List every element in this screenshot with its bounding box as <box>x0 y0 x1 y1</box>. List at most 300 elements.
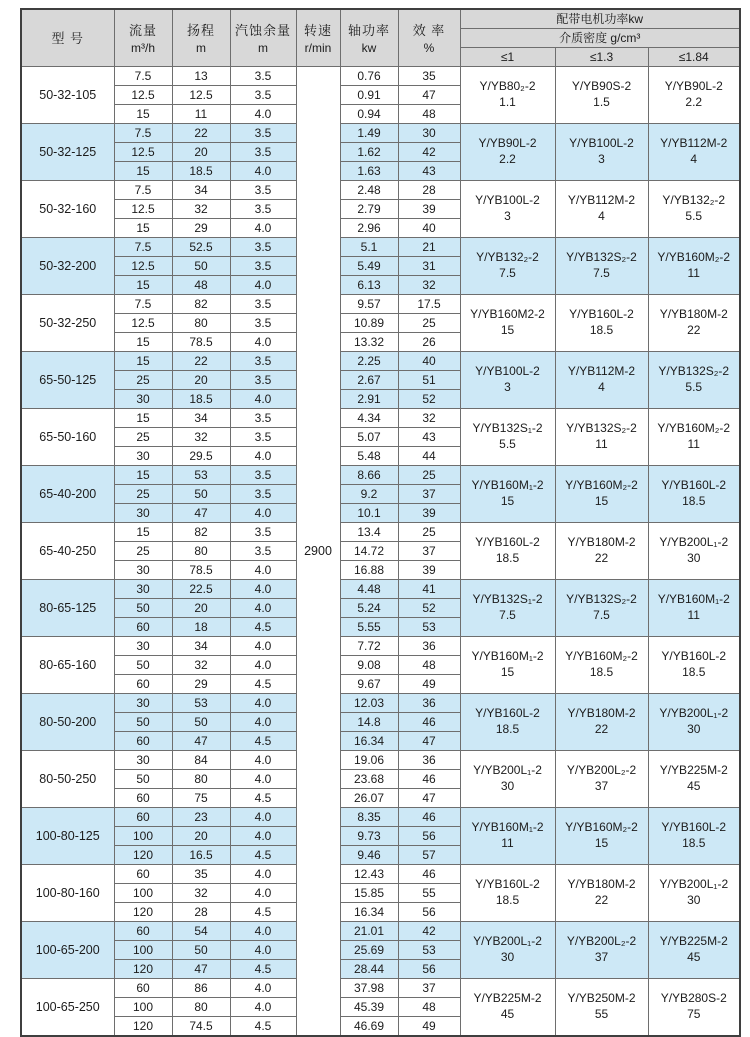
motor-power-value: 15 <box>500 323 515 337</box>
shaft-power-cell: 0.91 <box>340 85 398 104</box>
motor-cell <box>648 978 740 1036</box>
model-cell: 100-65-200 <box>21 921 114 978</box>
efficiency-cell: 28 <box>398 180 460 199</box>
efficiency-cell: 57 <box>398 845 460 864</box>
motor-model: Y/YB100L-2 <box>475 364 540 378</box>
npsh-cell: 4.0 <box>230 693 296 712</box>
motor-cell <box>460 921 555 978</box>
head-cell: 18 <box>172 617 230 636</box>
flow-cell: 30 <box>114 579 172 598</box>
efficiency-cell: 36 <box>398 636 460 655</box>
motor-model: Y/YB90S-2 <box>571 79 632 93</box>
motor-model: Y/YB160M₂-2 <box>565 649 638 663</box>
efficiency-cell: 42 <box>398 921 460 940</box>
flow-cell: 120 <box>114 902 172 921</box>
shaft-power-cell: 46.69 <box>340 1016 398 1036</box>
motor-cell <box>460 750 555 807</box>
flow-cell: 25 <box>114 541 172 560</box>
shaft-power-cell: 25.69 <box>340 940 398 959</box>
shaft-power-cell: 5.48 <box>340 446 398 465</box>
motor-power-value: 15 <box>500 494 515 508</box>
motor-model: Y/YB112M-2 <box>567 193 636 207</box>
shaft-power-cell: 2.96 <box>340 218 398 237</box>
efficiency-cell: 25 <box>398 313 460 332</box>
shaft-power-cell: 5.07 <box>340 427 398 446</box>
motor-power-value: 15 <box>500 665 515 679</box>
col-header-density: 介质密度 g/cm³ <box>460 28 740 47</box>
model-cell: 100-65-250 <box>21 978 114 1036</box>
npsh-cell: 4.0 <box>230 978 296 997</box>
motor-power-value: 18.5 <box>682 836 706 850</box>
model-cell: 65-40-200 <box>21 465 114 522</box>
npsh-cell: 4.0 <box>230 769 296 788</box>
motor-model: Y/YB160L-2 <box>475 706 540 720</box>
motor-power-value: 18.5 <box>682 665 706 679</box>
table-row <box>21 693 740 712</box>
npsh-cell: 4.0 <box>230 826 296 845</box>
shaft-power-cell: 9.46 <box>340 845 398 864</box>
shaft-power-cell: 1.49 <box>340 123 398 142</box>
npsh-cell: 4.0 <box>230 750 296 769</box>
flow-cell: 60 <box>114 978 172 997</box>
shaft-power-cell: 4.48 <box>340 579 398 598</box>
head-cell: 50 <box>172 712 230 731</box>
efficiency-cell: 32 <box>398 275 460 294</box>
flow-cell: 30 <box>114 636 172 655</box>
flow-cell: 60 <box>114 921 172 940</box>
head-cell: 50 <box>172 940 230 959</box>
flow-cell: 25 <box>114 427 172 446</box>
npsh-cell: 4.0 <box>230 655 296 674</box>
head-cell: 80 <box>172 997 230 1016</box>
npsh-cell: 3.5 <box>230 465 296 484</box>
col-header-npsh <box>230 9 296 66</box>
head-cell: 32 <box>172 427 230 446</box>
col-header-npsh-unit: m <box>258 41 268 56</box>
motor-model: Y/YB200L₁-2 <box>659 706 729 720</box>
motor-power-value: 7.5 <box>593 608 610 622</box>
efficiency-cell: 25 <box>398 522 460 541</box>
npsh-cell: 4.0 <box>230 598 296 617</box>
flow-cell: 25 <box>114 484 172 503</box>
shaft-power-cell: 9.67 <box>340 674 398 693</box>
efficiency-cell: 32 <box>398 408 460 427</box>
efficiency-cell: 43 <box>398 161 460 180</box>
motor-cell <box>648 750 740 807</box>
shaft-power-cell: 2.91 <box>340 389 398 408</box>
shaft-power-cell: 26.07 <box>340 788 398 807</box>
efficiency-cell: 53 <box>398 617 460 636</box>
model-cell: 80-50-200 <box>21 693 114 750</box>
head-cell: 80 <box>172 541 230 560</box>
motor-cell <box>460 123 555 180</box>
col-header-flow-label: 流量 <box>128 23 157 39</box>
flow-cell: 15 <box>114 218 172 237</box>
motor-model: Y/YB90L-2 <box>478 136 537 150</box>
head-cell: 74.5 <box>172 1016 230 1036</box>
efficiency-cell: 46 <box>398 864 460 883</box>
motor-cell <box>555 864 648 921</box>
flow-cell: 15 <box>114 408 172 427</box>
shaft-power-cell: 37.98 <box>340 978 398 997</box>
motor-model: Y/YB132S₂-2 <box>566 421 637 435</box>
table-row <box>21 66 740 85</box>
table-row <box>21 123 740 142</box>
motor-cell <box>460 807 555 864</box>
npsh-cell: 4.0 <box>230 218 296 237</box>
efficiency-cell: 47 <box>398 788 460 807</box>
motor-model: Y/YB160L-2 <box>475 535 540 549</box>
head-cell: 82 <box>172 522 230 541</box>
motor-power-value: 22 <box>594 893 609 907</box>
col-header-flow <box>114 9 172 66</box>
motor-power-value: 4 <box>598 209 605 223</box>
motor-power-value: 1.5 <box>593 95 610 109</box>
head-cell: 84 <box>172 750 230 769</box>
col-header-head-label: 扬程 <box>186 23 215 39</box>
npsh-cell: 4.0 <box>230 275 296 294</box>
table-row <box>21 921 740 940</box>
motor-cell <box>460 579 555 636</box>
efficiency-cell: 56 <box>398 826 460 845</box>
flow-cell: 25 <box>114 370 172 389</box>
head-cell: 20 <box>172 826 230 845</box>
npsh-cell: 4.5 <box>230 902 296 921</box>
motor-cell <box>555 465 648 522</box>
table-row <box>21 408 740 427</box>
head-cell: 53 <box>172 693 230 712</box>
motor-cell <box>648 408 740 465</box>
head-cell: 12.5 <box>172 85 230 104</box>
motor-model: Y/YB200L₁-2 <box>659 535 729 549</box>
head-cell: 34 <box>172 408 230 427</box>
npsh-cell: 4.0 <box>230 883 296 902</box>
motor-model: Y/YB160M₂-2 <box>657 250 731 264</box>
flow-cell: 50 <box>114 769 172 788</box>
flow-cell: 15 <box>114 161 172 180</box>
table-row <box>21 522 740 541</box>
efficiency-cell: 44 <box>398 446 460 465</box>
motor-power-value: 5.5 <box>499 437 516 451</box>
efficiency-cell: 30 <box>398 123 460 142</box>
motor-cell <box>460 237 555 294</box>
flow-cell: 7.5 <box>114 294 172 313</box>
shaft-power-cell: 5.49 <box>340 256 398 275</box>
motor-cell <box>648 66 740 123</box>
npsh-cell: 4.5 <box>230 731 296 750</box>
npsh-cell: 4.0 <box>230 579 296 598</box>
motor-model: Y/YB200L₂-2 <box>566 934 637 948</box>
shaft-power-cell: 10.1 <box>340 503 398 522</box>
col-header-efficiency <box>398 9 460 66</box>
motor-power-value: 15 <box>594 494 609 508</box>
model-cell: 100-80-160 <box>21 864 114 921</box>
head-cell: 80 <box>172 313 230 332</box>
head-cell: 34 <box>172 636 230 655</box>
col-header-motor-power: 配带电机功率kw <box>460 9 740 28</box>
npsh-cell: 3.5 <box>230 294 296 313</box>
flow-cell: 50 <box>114 655 172 674</box>
motor-power-value: 30 <box>687 722 701 736</box>
motor-cell <box>555 807 648 864</box>
head-cell: 28 <box>172 902 230 921</box>
npsh-cell: 4.0 <box>230 161 296 180</box>
shaft-power-cell: 16.34 <box>340 902 398 921</box>
efficiency-cell: 40 <box>398 218 460 237</box>
motor-cell <box>555 351 648 408</box>
motor-model: Y/YB132₂-2 <box>662 193 726 207</box>
motor-model: Y/YB132S₁-2 <box>472 421 543 435</box>
motor-cell <box>555 636 648 693</box>
motor-power-value: 22 <box>594 722 609 736</box>
efficiency-cell: 52 <box>398 389 460 408</box>
efficiency-cell: 17.5 <box>398 294 460 313</box>
motor-model: Y/YB132S₁-2 <box>472 592 543 606</box>
motor-power-value: 2.2 <box>685 95 703 109</box>
flow-cell: 100 <box>114 883 172 902</box>
head-cell: 54 <box>172 921 230 940</box>
flow-cell: 60 <box>114 807 172 826</box>
motor-power-value: 5.5 <box>685 380 703 394</box>
col-header-efficiency-label: 效 率 <box>412 23 446 39</box>
motor-power-value: 5.5 <box>685 209 703 223</box>
motor-cell <box>648 180 740 237</box>
motor-power-value: 7.5 <box>499 266 516 280</box>
motor-power-value: 22 <box>687 323 701 337</box>
npsh-cell: 4.5 <box>230 1016 296 1036</box>
motor-model: Y/YB112M-2 <box>660 136 728 150</box>
motor-power-value: 18.5 <box>682 494 706 508</box>
efficiency-cell: 47 <box>398 731 460 750</box>
efficiency-cell: 53 <box>398 940 460 959</box>
flow-cell: 100 <box>114 826 172 845</box>
table-row <box>21 579 740 598</box>
npsh-cell: 3.5 <box>230 142 296 161</box>
head-cell: 32 <box>172 655 230 674</box>
motor-model: Y/YB225M-2 <box>473 991 542 1005</box>
motor-power-value: 7.5 <box>593 266 610 280</box>
head-cell: 11 <box>172 104 230 123</box>
head-cell: 32 <box>172 199 230 218</box>
flow-cell: 100 <box>114 940 172 959</box>
motor-model: Y/YB100L-2 <box>475 193 540 207</box>
motor-power-value: 30 <box>500 779 515 793</box>
flow-cell: 12.5 <box>114 199 172 218</box>
npsh-cell: 3.5 <box>230 85 296 104</box>
shaft-power-cell: 8.35 <box>340 807 398 826</box>
model-cell: 65-50-160 <box>21 408 114 465</box>
efficiency-cell: 31 <box>398 256 460 275</box>
efficiency-cell: 46 <box>398 712 460 731</box>
head-cell: 47 <box>172 503 230 522</box>
npsh-cell: 3.5 <box>230 66 296 85</box>
npsh-cell: 4.0 <box>230 864 296 883</box>
motor-model: Y/YB132S₂-2 <box>658 364 730 378</box>
motor-power-value: 11 <box>595 437 608 451</box>
npsh-cell: 3.5 <box>230 180 296 199</box>
efficiency-cell: 46 <box>398 807 460 826</box>
head-cell: 78.5 <box>172 332 230 351</box>
shaft-power-cell: 4.34 <box>340 408 398 427</box>
head-cell: 82 <box>172 294 230 313</box>
model-cell: 80-50-250 <box>21 750 114 807</box>
motor-cell <box>648 579 740 636</box>
motor-power-value: 37 <box>594 779 609 793</box>
shaft-power-cell: 9.57 <box>340 294 398 313</box>
motor-power-value: 18.5 <box>589 323 614 337</box>
head-cell: 48 <box>172 275 230 294</box>
motor-model: Y/YB160L-2 <box>569 307 634 321</box>
motor-cell <box>555 579 648 636</box>
head-cell: 22.5 <box>172 579 230 598</box>
motor-cell <box>555 978 648 1036</box>
flow-cell: 50 <box>114 598 172 617</box>
table-row <box>21 180 740 199</box>
shaft-power-cell: 0.76 <box>340 66 398 85</box>
motor-cell <box>555 294 648 351</box>
head-cell: 47 <box>172 959 230 978</box>
head-cell: 75 <box>172 788 230 807</box>
motor-cell <box>555 180 648 237</box>
col-header-density-limit-2: ≤1.3 <box>555 47 648 66</box>
motor-cell <box>648 465 740 522</box>
col-header-head <box>172 9 230 66</box>
shaft-power-cell: 28.44 <box>340 959 398 978</box>
motor-cell <box>555 123 648 180</box>
npsh-cell: 3.5 <box>230 237 296 256</box>
head-cell: 80 <box>172 769 230 788</box>
motor-power-value: 11 <box>687 437 700 451</box>
flow-cell: 30 <box>114 560 172 579</box>
motor-model: Y/YB160L-2 <box>661 478 727 492</box>
table-row <box>21 237 740 256</box>
model-cell: 80-65-125 <box>21 579 114 636</box>
efficiency-cell: 40 <box>398 351 460 370</box>
motor-cell <box>460 180 555 237</box>
motor-power-value: 1.1 <box>499 95 516 109</box>
efficiency-cell: 48 <box>398 104 460 123</box>
efficiency-cell: 21 <box>398 237 460 256</box>
npsh-cell: 4.5 <box>230 617 296 636</box>
head-cell: 29 <box>172 674 230 693</box>
col-header-efficiency-unit: % <box>423 41 435 56</box>
motor-model: Y/YB160L-2 <box>661 820 727 834</box>
flow-cell: 60 <box>114 617 172 636</box>
motor-model: Y/YB180M-2 <box>567 877 636 891</box>
shaft-power-cell: 5.55 <box>340 617 398 636</box>
shaft-power-cell: 8.66 <box>340 465 398 484</box>
motor-power-value: 45 <box>687 779 701 793</box>
model-cell: 65-40-250 <box>21 522 114 579</box>
npsh-cell: 4.0 <box>230 636 296 655</box>
col-header-speed <box>296 9 340 66</box>
efficiency-cell: 39 <box>398 503 460 522</box>
npsh-cell: 3.5 <box>230 351 296 370</box>
efficiency-cell: 42 <box>398 142 460 161</box>
shaft-power-cell: 7.72 <box>340 636 398 655</box>
head-cell: 13 <box>172 66 230 85</box>
motor-cell <box>648 864 740 921</box>
efficiency-cell: 35 <box>398 66 460 85</box>
shaft-power-cell: 0.94 <box>340 104 398 123</box>
motor-power-value: 45 <box>500 1007 515 1021</box>
shaft-power-cell: 2.48 <box>340 180 398 199</box>
flow-cell: 120 <box>114 845 172 864</box>
table-row <box>21 864 740 883</box>
head-cell: 52.5 <box>172 237 230 256</box>
speed-cell: 2900 <box>296 66 340 1036</box>
motor-cell <box>648 522 740 579</box>
efficiency-cell: 37 <box>398 978 460 997</box>
model-cell: 100-80-125 <box>21 807 114 864</box>
head-cell: 29 <box>172 218 230 237</box>
shaft-power-cell: 1.62 <box>340 142 398 161</box>
table-row <box>21 636 740 655</box>
col-header-density-limit-1: ≤1 <box>460 47 555 66</box>
head-cell: 20 <box>172 370 230 389</box>
flow-cell: 30 <box>114 693 172 712</box>
npsh-cell: 3.5 <box>230 427 296 446</box>
efficiency-cell: 36 <box>398 750 460 769</box>
efficiency-cell: 49 <box>398 674 460 693</box>
npsh-cell: 4.5 <box>230 845 296 864</box>
page <box>0 8 750 1033</box>
shaft-power-cell: 2.79 <box>340 199 398 218</box>
npsh-cell: 3.5 <box>230 522 296 541</box>
motor-model: Y/YB180M-2 <box>567 706 636 720</box>
npsh-cell: 3.5 <box>230 123 296 142</box>
shaft-power-cell: 13.4 <box>340 522 398 541</box>
motor-power-value: 18.5 <box>495 551 520 565</box>
head-cell: 18.5 <box>172 389 230 408</box>
efficiency-cell: 37 <box>398 541 460 560</box>
efficiency-cell: 47 <box>398 85 460 104</box>
npsh-cell: 4.0 <box>230 921 296 940</box>
flow-cell: 7.5 <box>114 66 172 85</box>
motor-model: Y/YB132S₂-2 <box>566 592 637 606</box>
efficiency-cell: 36 <box>398 693 460 712</box>
shaft-power-cell: 12.03 <box>340 693 398 712</box>
col-header-model-label: 型 号 <box>51 31 85 47</box>
motor-power-value: 2.2 <box>499 152 516 166</box>
flow-cell: 60 <box>114 864 172 883</box>
motor-cell <box>648 237 740 294</box>
head-cell: 86 <box>172 978 230 997</box>
efficiency-cell: 39 <box>398 199 460 218</box>
motor-model: Y/YB160L-2 <box>475 877 540 891</box>
motor-power-value: 7.5 <box>499 608 516 622</box>
head-cell: 20 <box>172 142 230 161</box>
efficiency-cell: 43 <box>398 427 460 446</box>
motor-model: Y/YB180M-2 <box>659 307 728 321</box>
flow-cell: 100 <box>114 997 172 1016</box>
col-header-speed-unit: r/min <box>304 41 332 56</box>
motor-model: Y/YB132₂-2 <box>476 250 539 264</box>
motor-model: Y/YB100L-2 <box>569 136 634 150</box>
motor-cell <box>460 636 555 693</box>
col-header-shaft-power-label: 轴功率 <box>347 23 390 39</box>
efficiency-cell: 46 <box>398 769 460 788</box>
motor-model: Y/YB200L₂-2 <box>566 763 637 777</box>
shaft-power-cell: 16.34 <box>340 731 398 750</box>
shaft-power-cell: 9.08 <box>340 655 398 674</box>
flow-cell: 7.5 <box>114 123 172 142</box>
flow-cell: 12.5 <box>114 256 172 275</box>
npsh-cell: 4.0 <box>230 997 296 1016</box>
motor-model: Y/YB160M₁-2 <box>471 649 544 663</box>
npsh-cell: 4.0 <box>230 332 296 351</box>
npsh-cell: 4.0 <box>230 560 296 579</box>
